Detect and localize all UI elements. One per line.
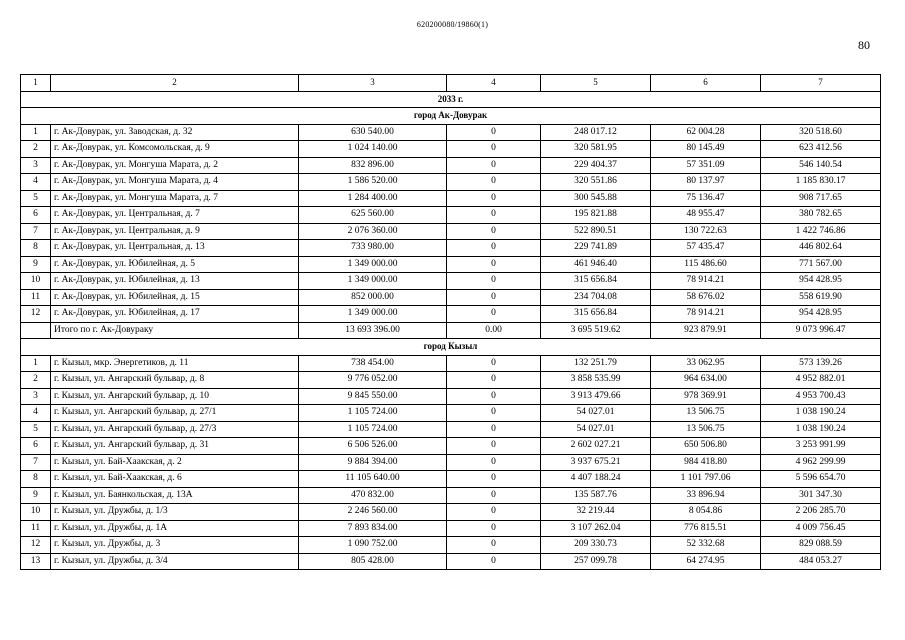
value-cell-6: 62 004.28 [651, 124, 761, 141]
row-number: 5 [21, 190, 51, 207]
value-cell-4: 0 [447, 537, 541, 554]
row-number: 12 [21, 537, 51, 554]
section-title: город Кызыл [21, 339, 881, 356]
total-row [21, 322, 881, 339]
address-cell: г. Ак-Довурак, ул. Центральная, д. 13 [51, 240, 299, 257]
row-number: 6 [21, 207, 51, 224]
value-cell-4: 0 [447, 372, 541, 389]
table-row [21, 487, 881, 504]
value-cell-3: 738 454.00 [299, 355, 447, 372]
year-row [21, 91, 881, 108]
row-number: 9 [21, 256, 51, 273]
row-number: 4 [21, 174, 51, 191]
column-number: 2 [51, 75, 299, 92]
row-number: 6 [21, 438, 51, 455]
value-cell-6: 115 486.60 [651, 256, 761, 273]
value-cell-5: 229 741.89 [541, 240, 651, 257]
value-cell-4: 0 [447, 256, 541, 273]
value-cell-7: 908 717.65 [761, 190, 881, 207]
value-cell-4: 0 [447, 157, 541, 174]
total-value-6: 923 879.91 [651, 322, 761, 339]
value-cell-7: 4 953 700.43 [761, 388, 881, 405]
value-cell-7: 1 038 190.24 [761, 421, 881, 438]
value-cell-3: 852 000.00 [299, 289, 447, 306]
value-cell-5: 54 027.01 [541, 405, 651, 422]
address-cell: г. Ак-Довурак, ул. Заводская, д. 32 [51, 124, 299, 141]
column-number: 4 [447, 75, 541, 92]
value-cell-6: 78 914.21 [651, 273, 761, 290]
value-cell-4: 0 [447, 124, 541, 141]
value-cell-5: 209 330.73 [541, 537, 651, 554]
value-cell-6: 776 815.51 [651, 520, 761, 537]
value-cell-7: 573 139.26 [761, 355, 881, 372]
table-row [21, 174, 881, 191]
value-cell-6: 13 506.75 [651, 405, 761, 422]
value-cell-7: 546 140.54 [761, 157, 881, 174]
value-cell-4: 0 [447, 487, 541, 504]
table-row [21, 207, 881, 224]
address-cell: г. Кызыл, ул. Ангарский бульвар, д. 8 [51, 372, 299, 389]
value-cell-6: 78 914.21 [651, 306, 761, 323]
value-cell-4: 0 [447, 240, 541, 257]
row-number: 3 [21, 157, 51, 174]
value-cell-7: 829 088.59 [761, 537, 881, 554]
document-id: 620200080/19860(1) [416, 20, 489, 29]
value-cell-7: 380 782.65 [761, 207, 881, 224]
table-row [21, 454, 881, 471]
value-cell-6: 52 332.68 [651, 537, 761, 554]
value-cell-4: 0 [447, 306, 541, 323]
row-number: 11 [21, 289, 51, 306]
table-row [21, 504, 881, 521]
value-cell-3: 733 980.00 [299, 240, 447, 257]
value-cell-4: 0 [447, 207, 541, 224]
row-number: 2 [21, 141, 51, 158]
value-cell-7: 558 619.90 [761, 289, 881, 306]
value-cell-7: 446 802.64 [761, 240, 881, 257]
value-cell-6: 57 435.47 [651, 240, 761, 257]
value-cell-4: 0 [447, 438, 541, 455]
address-cell: г. Ак-Довурак, ул. Центральная, д. 7 [51, 207, 299, 224]
data-table [20, 74, 881, 570]
value-cell-3: 1 105 724.00 [299, 405, 447, 422]
value-cell-4: 0 [447, 405, 541, 422]
table-row [21, 355, 881, 372]
value-cell-4: 0 [447, 174, 541, 191]
section-header-row [21, 339, 881, 356]
table-row [21, 438, 881, 455]
row-number: 7 [21, 454, 51, 471]
value-cell-3: 9 776 052.00 [299, 372, 447, 389]
value-cell-3: 2 076 360.00 [299, 223, 447, 240]
value-cell-3: 470 832.00 [299, 487, 447, 504]
table-row [21, 256, 881, 273]
address-cell: г. Ак-Довурак, ул. Центральная, д. 9 [51, 223, 299, 240]
value-cell-7: 771 567.00 [761, 256, 881, 273]
row-number: 10 [21, 504, 51, 521]
value-cell-6: 650 506.80 [651, 438, 761, 455]
column-number: 6 [651, 75, 761, 92]
value-cell-4: 0 [447, 273, 541, 290]
value-cell-5: 54 027.01 [541, 421, 651, 438]
value-cell-6: 33 896.94 [651, 487, 761, 504]
row-number: 7 [21, 223, 51, 240]
table-row [21, 289, 881, 306]
table-row [21, 273, 881, 290]
address-cell: г. Кызыл, ул. Дружбы, д. 3 [51, 537, 299, 554]
address-cell: г. Кызыл, ул. Баянкольская, д. 13А [51, 487, 299, 504]
address-cell: г. Кызыл, ул. Бай-Хаакская, д. 2 [51, 454, 299, 471]
row-number: 11 [21, 520, 51, 537]
table-row [21, 553, 881, 570]
value-cell-4: 0 [447, 421, 541, 438]
value-cell-5: 3 107 262.04 [541, 520, 651, 537]
value-cell-3: 630 540.00 [299, 124, 447, 141]
row-number: 1 [21, 355, 51, 372]
value-cell-6: 80 145.49 [651, 141, 761, 158]
value-cell-4: 0 [447, 504, 541, 521]
table-row [21, 190, 881, 207]
table-row [21, 240, 881, 257]
value-cell-5: 2 602 027.21 [541, 438, 651, 455]
value-cell-3: 9 845 550.00 [299, 388, 447, 405]
value-cell-5: 320 581.95 [541, 141, 651, 158]
value-cell-7: 2 206 285.70 [761, 504, 881, 521]
value-cell-7: 301 347.30 [761, 487, 881, 504]
address-cell: г. Ак-Довурак, ул. Монгуша Марата, д. 2 [51, 157, 299, 174]
value-cell-5: 135 587.76 [541, 487, 651, 504]
address-cell: г. Ак-Довурак, ул. Юбилейная, д. 15 [51, 289, 299, 306]
address-cell: г. Кызыл, ул. Дружбы, д. 1А [51, 520, 299, 537]
value-cell-6: 33 062.95 [651, 355, 761, 372]
value-cell-6: 58 676.02 [651, 289, 761, 306]
address-cell: г. Кызыл, ул. Дружбы, д. 3/4 [51, 553, 299, 570]
value-cell-7: 954 428.95 [761, 306, 881, 323]
value-cell-4: 0 [447, 355, 541, 372]
value-cell-5: 320 551.86 [541, 174, 651, 191]
table-row [21, 405, 881, 422]
value-cell-6: 64 274.95 [651, 553, 761, 570]
value-cell-7: 1 185 830.17 [761, 174, 881, 191]
value-cell-3: 9 884 394.00 [299, 454, 447, 471]
value-cell-7: 623 412.56 [761, 141, 881, 158]
column-number: 5 [541, 75, 651, 92]
value-cell-5: 234 704.08 [541, 289, 651, 306]
value-cell-6: 75 136.47 [651, 190, 761, 207]
value-cell-5: 195 821.88 [541, 207, 651, 224]
value-cell-6: 8 054.86 [651, 504, 761, 521]
table-row [21, 157, 881, 174]
table-row [21, 223, 881, 240]
value-cell-7: 4 952 882.01 [761, 372, 881, 389]
table-row [21, 471, 881, 488]
value-cell-6: 48 955.47 [651, 207, 761, 224]
value-cell-6: 964 634.00 [651, 372, 761, 389]
value-cell-5: 300 545.88 [541, 190, 651, 207]
value-cell-5: 229 404.37 [541, 157, 651, 174]
table-row [21, 372, 881, 389]
value-cell-3: 1 349 000.00 [299, 273, 447, 290]
value-cell-3: 1 090 752.00 [299, 537, 447, 554]
value-cell-3: 7 893 834.00 [299, 520, 447, 537]
address-cell: г. Ак-Довурак, ул. Юбилейная, д. 13 [51, 273, 299, 290]
value-cell-3: 1 284 400.00 [299, 190, 447, 207]
value-cell-3: 1 586 520.00 [299, 174, 447, 191]
value-cell-5: 315 656.84 [541, 306, 651, 323]
row-number: 8 [21, 471, 51, 488]
value-cell-5: 3 937 675.21 [541, 454, 651, 471]
value-cell-6: 978 369.91 [651, 388, 761, 405]
total-label: Итого по г. Ак-Довураку [51, 322, 299, 339]
table-row [21, 306, 881, 323]
table-row [21, 520, 881, 537]
value-cell-3: 6 506 526.00 [299, 438, 447, 455]
address-cell: г. Кызыл, ул. Ангарский бульвар, д. 10 [51, 388, 299, 405]
value-cell-3: 1 105 724.00 [299, 421, 447, 438]
value-cell-5: 3 858 535.99 [541, 372, 651, 389]
value-cell-6: 984 418.80 [651, 454, 761, 471]
value-cell-3: 805 428.00 [299, 553, 447, 570]
value-cell-5: 522 890.51 [541, 223, 651, 240]
column-number: 7 [761, 75, 881, 92]
value-cell-3: 2 246 560.00 [299, 504, 447, 521]
value-cell-6: 1 101 797.06 [651, 471, 761, 488]
row-number: 3 [21, 388, 51, 405]
value-cell-5: 315 656.84 [541, 273, 651, 290]
value-cell-3: 832 896.00 [299, 157, 447, 174]
value-cell-5: 248 017.12 [541, 124, 651, 141]
column-number: 1 [21, 75, 51, 92]
row-number: 1 [21, 124, 51, 141]
value-cell-7: 1 422 746.86 [761, 223, 881, 240]
value-cell-7: 1 038 190.24 [761, 405, 881, 422]
total-value-5: 3 695 519.62 [541, 322, 651, 339]
value-cell-7: 320 518.60 [761, 124, 881, 141]
value-cell-7: 954 428.95 [761, 273, 881, 290]
address-cell: г. Ак-Довурак, ул. Монгуша Марата, д. 4 [51, 174, 299, 191]
value-cell-4: 0 [447, 388, 541, 405]
total-value-7: 9 073 996.47 [761, 322, 881, 339]
value-cell-4: 0 [447, 454, 541, 471]
row-number: 12 [21, 306, 51, 323]
year-label: 2033 г. [21, 91, 881, 108]
table-row [21, 141, 881, 158]
page-number: 80 [858, 38, 870, 52]
address-cell: г. Ак-Довурак, ул. Комсомольская, д. 9 [51, 141, 299, 158]
value-cell-6: 130 722.63 [651, 223, 761, 240]
address-cell: г. Кызыл, мкр. Энергетиков, д. 11 [51, 355, 299, 372]
value-cell-7: 4 009 756.45 [761, 520, 881, 537]
address-cell: г. Кызыл, ул. Бай-Хаакская, д. 6 [51, 471, 299, 488]
value-cell-5: 4 407 188.24 [541, 471, 651, 488]
table-row [21, 537, 881, 554]
row-number: 8 [21, 240, 51, 257]
value-cell-7: 5 596 654.70 [761, 471, 881, 488]
value-cell-3: 1 349 000.00 [299, 256, 447, 273]
value-cell-7: 484 053.27 [761, 553, 881, 570]
value-cell-6: 80 137.97 [651, 174, 761, 191]
row-number: 13 [21, 553, 51, 570]
section-header-row [21, 108, 881, 125]
value-cell-3: 11 105 640.00 [299, 471, 447, 488]
total-value-4: 0.00 [447, 322, 541, 339]
value-cell-4: 0 [447, 289, 541, 306]
section-title: город Ак-Довурак [21, 108, 881, 125]
value-cell-5: 461 946.40 [541, 256, 651, 273]
address-cell: г. Ак-Довурак, ул. Юбилейная, д. 5 [51, 256, 299, 273]
value-cell-3: 625 560.00 [299, 207, 447, 224]
table-row [21, 388, 881, 405]
address-cell: г. Кызыл, ул. Ангарский бульвар, д. 27/3 [51, 421, 299, 438]
table-row [21, 421, 881, 438]
value-cell-6: 57 351.09 [651, 157, 761, 174]
value-cell-7: 4 962 299.99 [761, 454, 881, 471]
value-cell-3: 1 024 140.00 [299, 141, 447, 158]
row-number: 4 [21, 405, 51, 422]
value-cell-7: 3 253 991.99 [761, 438, 881, 455]
address-cell: г. Кызыл, ул. Дружбы, д. 1/3 [51, 504, 299, 521]
address-cell: г. Ак-Довурак, ул. Монгуша Марата, д. 7 [51, 190, 299, 207]
value-cell-6: 13 506.75 [651, 421, 761, 438]
total-value-3: 13 693 396.00 [299, 322, 447, 339]
empty-cell [21, 322, 51, 339]
address-cell: г. Кызыл, ул. Ангарский бульвар, д. 31 [51, 438, 299, 455]
value-cell-4: 0 [447, 141, 541, 158]
value-cell-4: 0 [447, 471, 541, 488]
value-cell-3: 1 349 000.00 [299, 306, 447, 323]
row-number: 10 [21, 273, 51, 290]
column-number-row [21, 75, 881, 92]
value-cell-4: 0 [447, 190, 541, 207]
address-cell: г. Ак-Довурак, ул. Юбилейная, д. 17 [51, 306, 299, 323]
value-cell-5: 257 099.78 [541, 553, 651, 570]
row-number: 2 [21, 372, 51, 389]
column-number: 3 [299, 75, 447, 92]
value-cell-5: 3 913 479.66 [541, 388, 651, 405]
value-cell-4: 0 [447, 553, 541, 570]
value-cell-5: 132 251.79 [541, 355, 651, 372]
value-cell-4: 0 [447, 520, 541, 537]
row-number: 9 [21, 487, 51, 504]
address-cell: г. Кызыл, ул. Ангарский бульвар, д. 27/1 [51, 405, 299, 422]
value-cell-4: 0 [447, 223, 541, 240]
value-cell-5: 32 219.44 [541, 504, 651, 521]
table-row [21, 124, 881, 141]
row-number: 5 [21, 421, 51, 438]
